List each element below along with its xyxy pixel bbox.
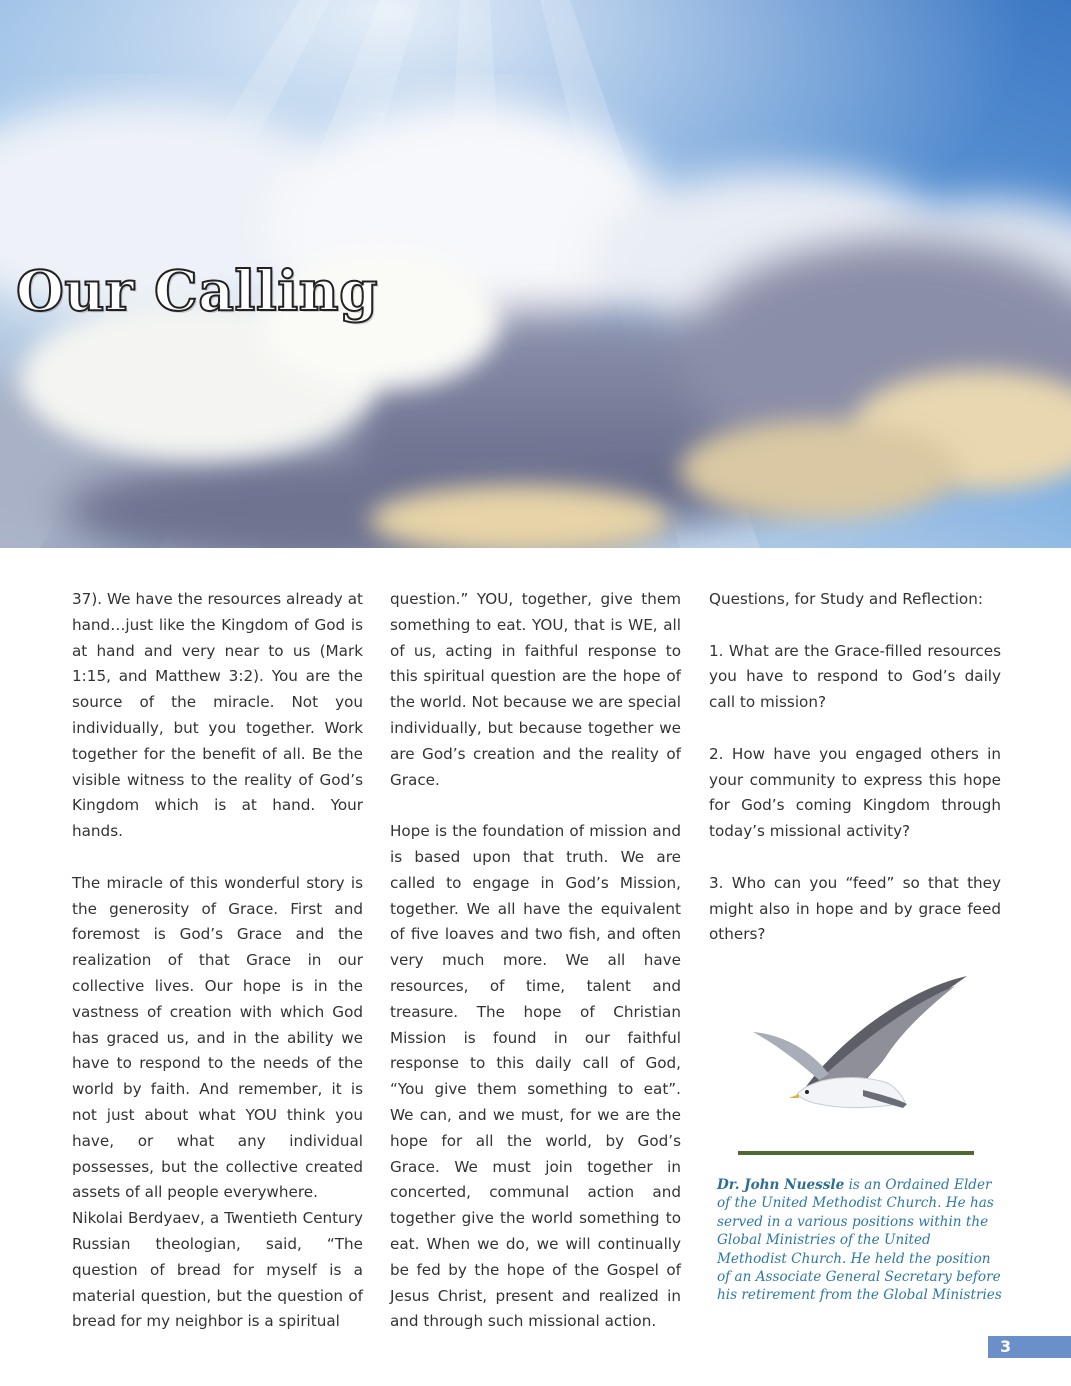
study-questions: [709, 587, 1001, 948]
seagull-icon: [745, 970, 975, 1120]
paragraph: Nikolai Berdyaev, a Twentieth Century Russian theologian, said, “The question of bread for myself is a material question, but the question of bread for my neighbor is a spiritual: [72, 1209, 363, 1331]
paragraph-spacer: [709, 845, 1001, 871]
question-item: 2. How have you engaged others in your community to express this hope for God’s coming Kingdom through today’s missional activity?: [709, 744, 1001, 841]
hero-sky-image: [0, 0, 1071, 548]
article-column-2: [390, 587, 681, 1335]
paragraph: Hope is the foundation of mission and is based upon that truth. We are called to engage in God’s Mission, together. We all have the equivalent of five loaves and two fish, and often very much more. We all have resources, of time, talent and treasure. The hope of Christian Mission is found in our faithful response to this daily call of God, “You give them something to eat”. We can, and we must, for we are the hope for all the world, by God’s Grace. We must join together in concerted, communal action and together give the world something to eat. When we do, we will continually be fed by the hope of the Gospel of Jesus Christ, present and realized in and through such missional action.: [390, 822, 681, 1331]
paragraph-spacer: [72, 845, 363, 871]
question-item: 3. Who can you “feed” so that they might also in hope and by grace feed others?: [709, 873, 1001, 944]
page-number-badge: 3: [988, 1336, 1071, 1358]
questions-heading: Questions, for Study and Reflection:: [709, 590, 983, 608]
divider-rule: [738, 1151, 974, 1155]
paragraph-spacer: [709, 716, 1001, 742]
paragraph-spacer: [709, 613, 1001, 639]
paragraph: The miracle of this wonderful story is the generosity of Grace. First and foremost is God’s Grace and the realization of that Grace in our collective lives. Our hope is in the vastness of creation with which God has graced us, and in the ability we have to respond to the needs of the world by faith. And remember, it is not just about what YOU think you have, or what any individual possesses, but the collective created assets of all people everywhere.: [72, 873, 363, 1202]
paragraph-spacer: [390, 793, 681, 819]
article-column-1: [72, 587, 363, 1335]
paragraph: question.” YOU, together, give them something to eat. YOU, that is WE, all of us, acting in faithful response to this spiritual question are the hope of the world. Not because we are special individually, but because together we are God’s creation and the reality of Grace.: [390, 590, 681, 789]
paragraph: 37). We have the resources already at hand…just like the Kingdom of God is at hand and very near to us (Mark 1:15, and Matthew 3:2). You are the source of the miracle. Not you individually, but you together. Work together for the benefit of all. Be the visible witness to the reality of God’s Kingdom which is at hand. Your hands.: [72, 590, 363, 841]
author-name: Dr. John Nuessle: [717, 1177, 845, 1193]
author-bio: [717, 1176, 1002, 1305]
page-title: Our Calling: [16, 258, 379, 323]
author-bio-text: is an Ordained Elder of the United Methodist Church. He has served in a various positions within the Global Ministries of the United Methodist Church. He held the position of an Associate General Secretary before his retirement from the Global Ministries: [717, 1177, 1002, 1304]
question-item: 1. What are the Grace-filled resources you have to respond to God’s daily call to mission?: [709, 641, 1001, 712]
